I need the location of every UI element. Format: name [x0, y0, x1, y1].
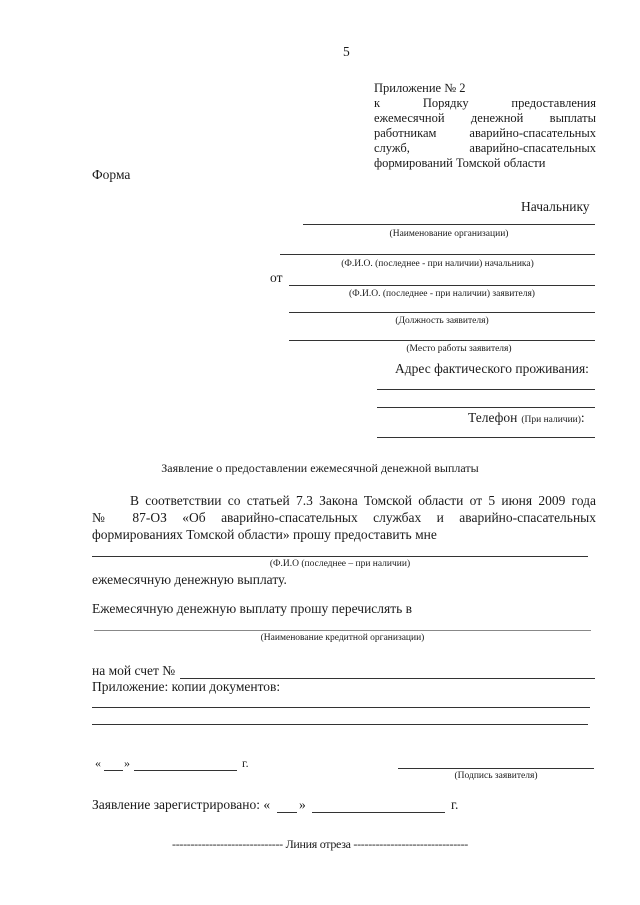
phone-colon: : — [580, 410, 585, 425]
registered-close-quote: » — [299, 797, 306, 812]
appendix-line-2: к Порядку предоставления — [374, 96, 596, 110]
registered-year-suffix: г. — [451, 797, 459, 812]
registered-label: Заявление зарегистрировано: « — [92, 797, 271, 812]
addressee-title: Начальнику — [521, 199, 590, 214]
body-line-3: формированиях Томской области» прошу предоставить мне — [92, 527, 437, 542]
bank-field[interactable] — [94, 630, 591, 631]
body-line-2: № 87-ОЗ «Об аварийно-спасательных службах и аварийно-спасательных — [92, 510, 596, 525]
workplace-field[interactable] — [289, 340, 595, 341]
bank-hint: (Наименование кредитной организации) — [260, 633, 425, 643]
cut-line — [0, 837, 640, 852]
appendix-line-5: служб, аварийно-спасательных — [374, 141, 596, 155]
account-label: на мой счет № — [92, 663, 176, 678]
transfer-text: Ежемесячную денежную выплату прошу перечислять в — [92, 601, 413, 616]
position-field[interactable] — [289, 312, 595, 313]
address-label: Адрес фактического проживания: — [395, 361, 589, 376]
cut-line-dashes-right: ------------------------------- — [353, 837, 468, 851]
date-year-suffix: г. — [242, 756, 249, 770]
organization-field[interactable] — [303, 224, 595, 225]
appendix-line-3: ежемесячной денежной выплаты — [374, 111, 596, 125]
body-line-1: В соответствии со статьей 7.3 Закона Томской области от 5 июня 2009 года — [130, 493, 596, 508]
statement-title: Заявление о предоставлении ежемесячной денежной выплаты — [161, 461, 479, 475]
phone-hint: (При наличии) — [521, 415, 581, 425]
appendix-line-1: Приложение № 2 — [374, 81, 466, 95]
date-close-quote: » — [124, 756, 130, 770]
workplace-hint: (Место работы заявителя) — [406, 344, 512, 354]
attachments-field-2[interactable] — [92, 724, 588, 725]
chief-name-field[interactable] — [280, 254, 595, 255]
chief-name-hint: (Ф.И.О. (последнее - при наличии) начальника) — [341, 259, 534, 269]
cut-line-dashes-left: ------------------------------ — [172, 837, 283, 851]
appendix-line-4: работникам аварийно-спасательных — [374, 126, 596, 140]
applicant-name-hint: (Ф.И.О. (последнее - при наличии) заявителя) — [349, 289, 535, 299]
registered-month-field[interactable] — [312, 812, 445, 813]
organization-hint: (Наименование организации) — [389, 229, 509, 239]
signature-hint: (Подпись заявителя) — [454, 771, 538, 781]
attachments-field-1[interactable] — [92, 707, 590, 708]
address-field-2[interactable] — [377, 407, 595, 408]
applicant-name-field[interactable] — [289, 285, 595, 286]
signature-field[interactable] — [398, 768, 594, 769]
date-day-field[interactable] — [104, 770, 123, 771]
appendix-line-6: формирований Томской области — [374, 156, 546, 170]
phone-label: Телефон — [468, 410, 518, 425]
attachments-label: Приложение: копии документов: — [92, 679, 281, 694]
page-number: 5 — [343, 44, 350, 59]
from-label: от — [270, 270, 283, 285]
phone-field[interactable] — [377, 437, 595, 438]
recipient-fio-hint: (Ф.И.О (последнее – при наличии) — [269, 559, 411, 569]
date-open-quote: « — [95, 756, 101, 770]
position-hint: (Должность заявителя) — [395, 316, 489, 326]
address-field-1[interactable] — [377, 389, 595, 390]
cut-line-label: Линия отреза — [285, 837, 351, 851]
phone-row — [468, 409, 585, 427]
recipient-fio-field[interactable] — [92, 556, 588, 557]
form-label: Форма — [92, 167, 131, 182]
date-month-field[interactable] — [134, 770, 237, 771]
registered-day-field[interactable] — [277, 812, 297, 813]
body-line-4: ежемесячную денежную выплату. — [92, 572, 287, 587]
